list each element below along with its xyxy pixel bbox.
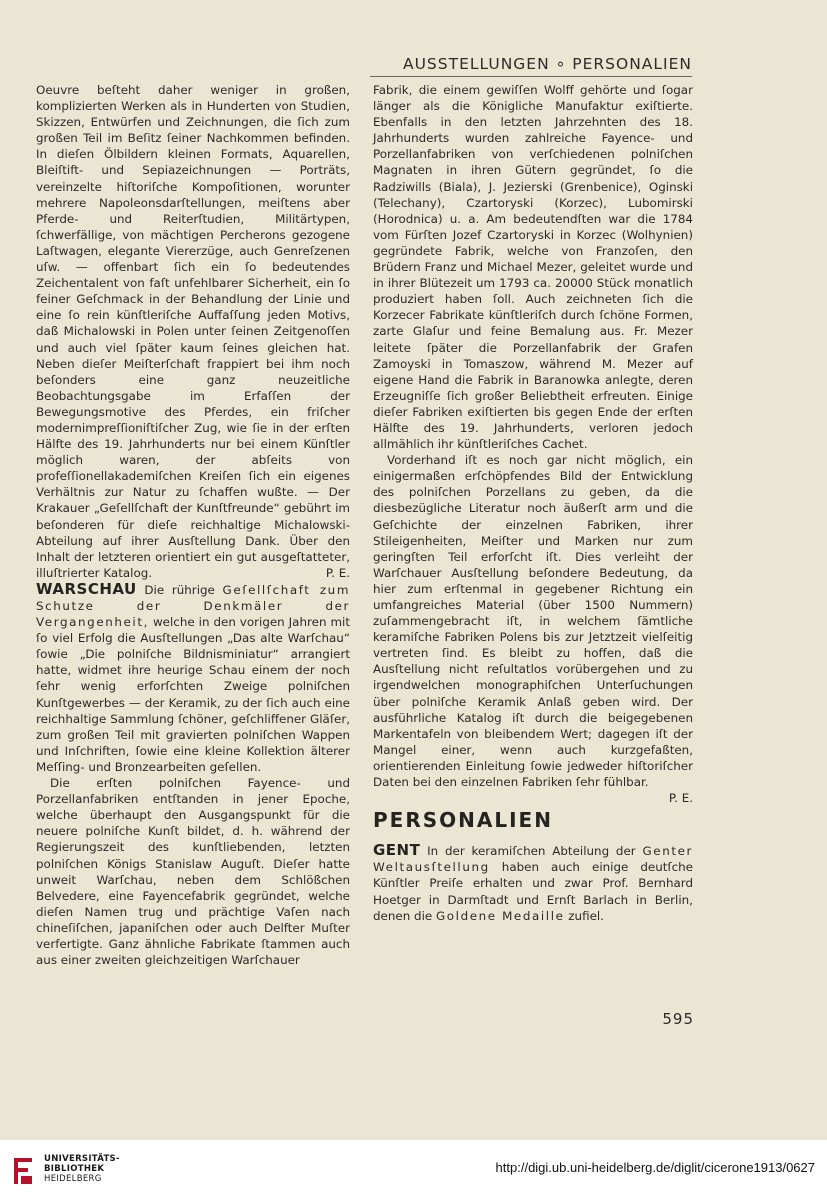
library-line-2: BIBLIOTHEK [44, 1164, 105, 1174]
library-line-3: HEIDELBERG [44, 1174, 102, 1184]
left-column [36, 82, 350, 968]
gent-paragraph [373, 842, 693, 923]
vorderhand-signoff: P. E. [668, 791, 693, 806]
vorderhand-text: Vorderhand iſt es noch gar nicht möglich, ein einigermaßen erſchöpfendes Bild der Entwicklung des polniſchen Porzellans zu geben, da die diesbezügliche Literatur noch äußerſt arm und die Geſchichte der einzelnen Fabriken, ihrer Stileigenheiten, Meiſter und Marken nur zum geringſten Teil erforſcht iſt. Dies verleiht der Warſchauer Ausſtellung beſondere Bedeutung, da hier zum erſtenmal in gegebener Richtung ein umfangreiches Material (über 1500 Nummern) zuſammengebracht iſt, in welchem ſämtliche keramiſche Fabriken Polens bis zur Jetztzeit vielſeitig vertreten ſind. Es bleibt zu hoffen, daß die Ausſtellung nicht reſultatlos vorübergehen und zu irgendwelchen monographiſchen Unterſuchungen über polniſche Keramik Anlaß geben wird. Der ausführliche Katalog iſt durch die beigegebenen Markentafeln von bleibendem Wert; dagegen iſt der Mangel einer, wenn auch kurzgefaßten, orientierenden Einleitung ſowie jedweder hiſtoriſcher Daten bei den einzelnen Fabriken ſehr fühlbar. [373, 453, 693, 790]
warschau-lead: Die rührige [144, 582, 215, 597]
intro-text: Oeuvre beſteht daher weniger in großen, komplizierten Werken als in Hunderten von Studien, Skizzen, Entwürfen und Zeichnungen, die ſich zum großen Teil im Beſitz ſeiner Nachkommen befinden. In dieſen Ölbildern kleinen Formats, Aquarellen, Bleiſtift- und Sepiazeichnungen — Porträts, vereinzelte hiſtoriſche Kompoſitionen, worunter mehrere Napoleonsdarſtellungen, meiſtens aber Pferde- und Reiterſtudien, Militärtypen, ſchwerfällige, von mächtigen Percherons gezogene Laſtwagen, elegante Viererzüge, auch Genreſzenen uſw. — offenbart ſich ein ſo bedeutendes Zeichentalent von faſt unfehlbarer Sicherheit, ein ſo feiner Geſchmack in der Behandlung der Linie und eine ſo rein künſtleriſche Auffaſſung jeden Motivs, daß Michalowski in Polen unter ſeinen Zeitgenoſſen und auch viel ſpäter kaum ſeines gleichen hat. Neben dieſer Meiſterſchaft frappiert bei ihm noch beſonders eine ganz neuzeitliche Beobachtungsgabe im Erfaſſen der Bewegungsmotive des Pferdes, ein friſcher modernimpreſſioniſtiſcher Zug, wie ſie in der erſten Hälfte des 19. Jahrhunderts nur bei einem Künſtler möglich waren, der abſeits von profeſſionellakademiſchen Kreiſen ſich ein eigenes Verhältnis zur Natur zu ſchaffen wußte. — Der Krakauer „Geſellſchaft der Kunſtfreunde“ gebührt im beſonderen für dieſe reichhaltige Michalowski-Abteilung auf ihrer Ausſtellung Dank. Über den Inhalt der letzteren orientiert ein gut ausgeſtatteter, illuſtrierter Katalog. [36, 83, 350, 580]
warschau-section [36, 581, 350, 775]
right-column [373, 82, 693, 924]
fabrik-paragraph: Fabrik, die einem gewiſſen Wolff gehörte und ſogar länger als die Königliche Manufaktur exiſtierte. Ebenfalls in den letzten Jahrzehnten des 18. Jahrhunderts wurden zahlreiche Fayence- und Porzellanfabriken von verſchiedenen polniſchen Magnaten in ihren Gütern gegründet, ſo die Radziwills (Biala), J. Jezierski (Grenbenice), Oginski (Telechany), Czartoryski (Korzec), Lubomirski (Horodnica) u. a. Am bedeutendſten war die 1784 vom Fürſten Jozef Czartoryski in Korzec (Wolhynien) gegründete Fabrik, welche von Franzoſen, den Brüdern Franz und Michael Mezer, geleitet wurde und in ihrer Blütezeit um 1793 ca. 20000 Stück monatlich produziert haben ſoll. Auch zeichneten ſich die Korzecer Fabrikate künſtleriſch durch ſchöne Formen, zarte Glaſur und feine Bemalung aus. Fr. Mezer leitete ſpäter die Porzellanfabrik der Grafen Zamoyski in Tomaszow, während M. Mezer auf eigene Hand die Fabrik in Baranowka anlegte, deren Erzeugniſſe ſich großer Beliebtheit erfreuten. Einige dieſer Fabriken exiſtierten bis gegen Ende der erſten Hälfte des 19. Jahrhunderts, verloren jedoch allmählich ihr künſtleriſches Cachet. [373, 83, 693, 452]
gent-mid: haben auch einige deutſche Künſtler Preiſe erhalten und zwar Prof. Bernhard Hoetger in Darmſtadt und Ernſt Barlach in Berlin, denen die [373, 860, 693, 923]
fayence-paragraph: Die erſten polniſchen Fayence- und Porzellanfabriken entſtanden in jener Epoche, welche überhaupt den Ausgangspunkt für die neuere polniſche Kunſt bildet, d. h. während der Regierungszeit des kunſtliebenden, letzten polniſchen Königs Stanislaw Auguſt. Dieſer hatte unweit Warſchau, neben dem Schlößchen Belvedere, eine Fayencefabrik gegründet, welche dieſen Namen trug und prächtige Vaſen nach chineſiſchen, japaniſchen oder auch Delfter Muſter verfertigte. Ganz ähnliche Fabrikate ſtammen auch aus einer zweiten gleichzeitigen Warſchauer [36, 776, 350, 968]
gent-lead: In der keramiſchen Abteilung der [427, 844, 636, 859]
footer-bar [0, 1140, 827, 1201]
gent-heading: GENT [373, 841, 421, 860]
gent-exhibition: Genter Weltausſtellung [373, 844, 694, 875]
gent-medal: Goldene Medaille [435, 908, 565, 923]
library-name [44, 1154, 120, 1184]
vorderhand-paragraph [373, 452, 693, 806]
warschau-heading: WARSCHAU [36, 579, 137, 598]
running-head: AUSSTELLUNGEN ∘ PERSONALIEN [370, 55, 692, 77]
gent-end: zufiel. [568, 908, 604, 923]
intro-signoff: P. E. [325, 565, 350, 580]
warschau-text: welche in den vorigen Jahren mit ſo viel Erfolg die Ausſtellungen „Das alte Warſchau“ ſowie „Die polniſche Bildnisminiatur“ arrangiert hatte, widmet ihre heurige Schau einem der noch ſehr wenig erforſchten Zweige polniſchen Kunſtgewerbes — der Keramik, zu der ſich auch eine reichhaltige Sammlung ſchöner, geſchliffener Gläſer, zum großen Teil mit gravierten polniſchen Wappen und Inſchriften, ſowie eine kleine Kollektion älterer Meſſing- und Bronzearbeiten geſellen. [36, 615, 350, 774]
library-logo-icon [10, 1152, 36, 1190]
library-line-1: UNIVERSITÄTS- [44, 1154, 120, 1164]
personalien-heading: PERSONALIEN [373, 808, 553, 833]
source-url-link[interactable]: http://digi.ub.uni-heidelberg.de/diglit/cicerone1913/0627 [495, 1160, 815, 1175]
page-number: 595 [662, 1010, 694, 1028]
intro-paragraph [36, 82, 350, 581]
warschau-society: Geſellſchaft zum Schutze der Denkmäler der Vergangenheit, [36, 582, 350, 630]
